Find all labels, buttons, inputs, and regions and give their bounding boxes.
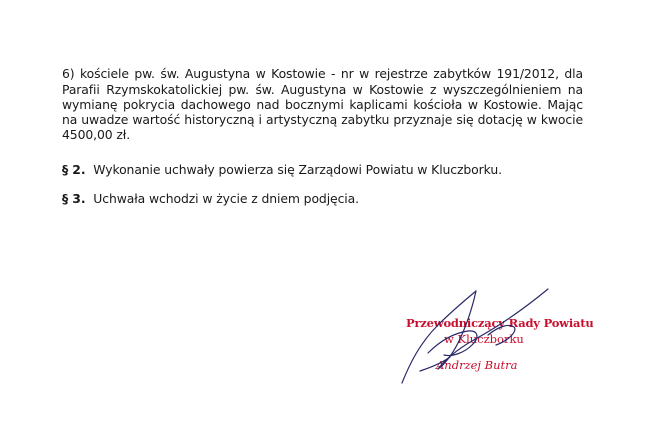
section-3-number: § 3. [62,191,86,207]
section-2-number: § 2. [62,162,86,178]
signature-stroke [488,325,515,345]
signature-stroke [402,291,476,383]
section-2-paragraph [62,162,583,177]
section-2-text: Wykonanie uchwały powierza się Zarządowi Powiatu w Kluczborku. [93,162,502,178]
stamp-title: Przewodniczący Rady Powiatu [406,316,594,330]
section-3-paragraph [62,191,583,206]
section-3-text: Uchwała wchodzi w życie z dniem podjęcia. [93,191,359,207]
handwritten-signature [380,283,580,393]
stamp-place: w Kluczborku [444,332,524,346]
signature-stroke [438,289,548,369]
stamp-name: Andrzej Butra [436,358,518,372]
item-6-paragraph: 6) kościele pw. św. Augustyna w Kostowie - nr w rejestrze zabytków 191/2012, dla Parafii Rzymskokatolickiej pw. św. Augustyna w Kostowie z wyszczególnieniem na wymianę pokrycia dachowego nad bocznymi kaplicami kościoła w Kostowie. Mając na uwadze wartość historyczną i artystyczną zabytku przyznaje się dotację w kwocie 4500,00 zł. [62,66,583,143]
signature-stroke [438,291,476,369]
signature-stroke [420,357,450,371]
